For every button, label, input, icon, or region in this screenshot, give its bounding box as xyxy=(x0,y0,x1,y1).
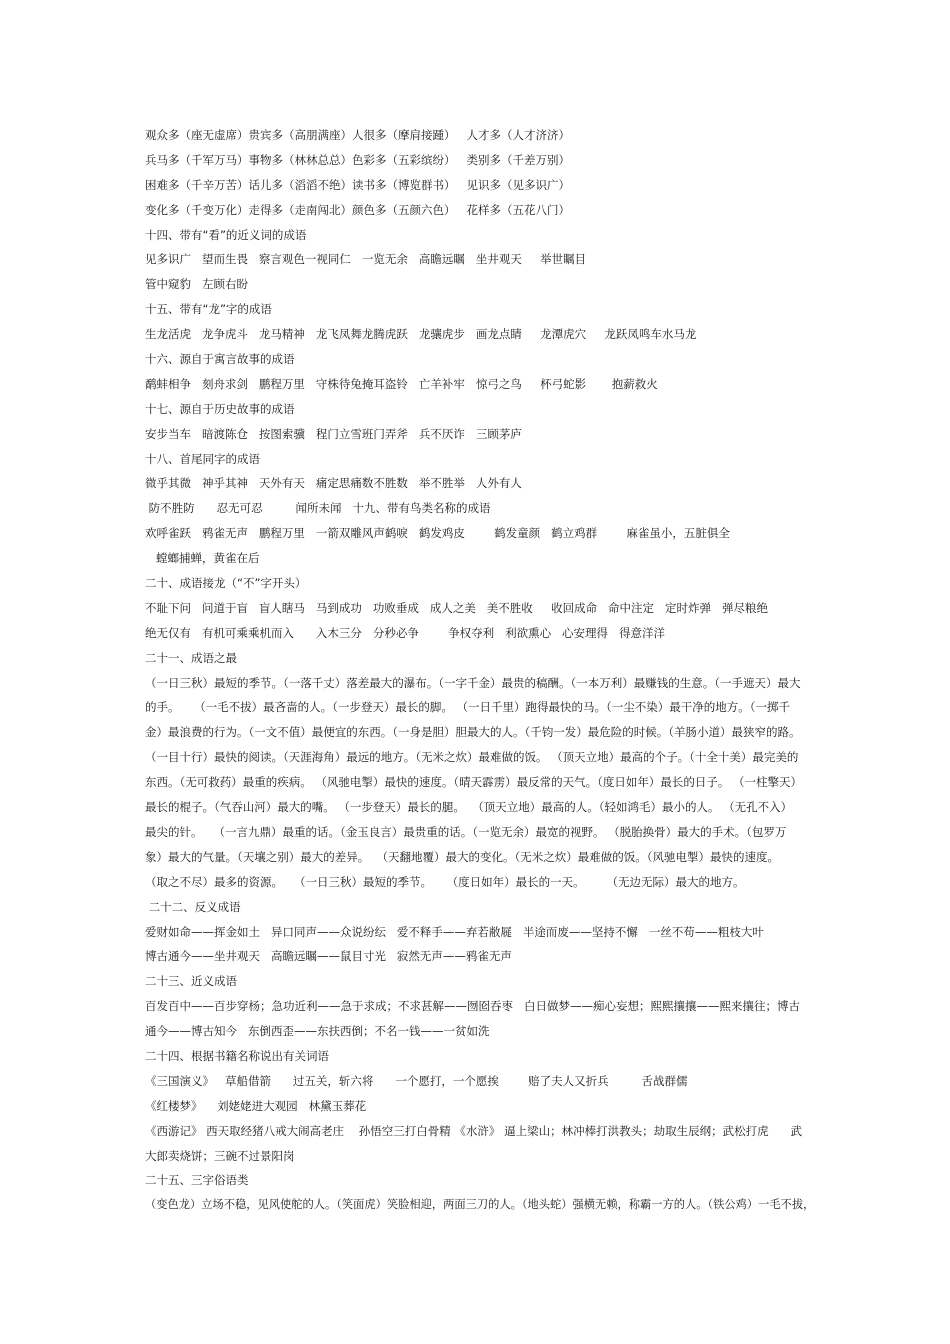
text-line: （一目十行）最快的阅读。（天涯海角）最远的地方。（无米之炊）最难做的饭。 （顶天立地）最高的个子。（十全十美）最完美的 xyxy=(145,750,799,765)
text-line: 见多识广 望而生畏 察言观色一视同仁 一览无余 高瞻远瞩 坐井观天 举世瞩目 xyxy=(145,252,587,267)
text-line: 通今——博古知今 东倒西歪——东扶西倒；不名一钱——一贫如洗 xyxy=(145,1024,490,1039)
text-line: 金）最浪费的行为。（一文不值）最便宜的东西。（一身是胆）胆最大的人。（千钧一发）最危险的时候。（羊肠小道）最狭窄的路。 xyxy=(145,725,801,740)
text-line: 十四、带有“看”的近义词的成语 xyxy=(145,227,307,242)
text-line: 绝无仅有 有机可乘乘机而入 入木三分 分秒必争 争权夺利 利欲熏心 心安理得 得意洋洋 xyxy=(145,625,666,640)
text-line: 大郎卖烧饼；三碗不过景阳岗 xyxy=(145,1148,295,1163)
text-line: 十五、带有“龙”字的成语 xyxy=(145,302,272,317)
text-line: 的手。 （一毛不拔）最吝啬的人。（一步登天）最长的脚。 （一日千里）跑得最快的马。（一尘不染）最干净的地方。（一掷千 xyxy=(145,700,791,715)
text-line: 象）最大的气量。（天壤之别）最大的差异。 （天翻地覆）最大的变化。（无米之炊）最难做的饭。（风驰电掣）最快的速度。 xyxy=(145,849,780,864)
text-line: 生龙活虎 龙争虎斗 龙马精神 龙飞凤舞龙腾虎跃 龙骧虎步 画龙点睛 龙潭虎穴 龙跃凤鸣车水马龙 xyxy=(145,327,697,342)
text-line: 《三国演义》 草船借箭 过五关，斩六将 一个愿打，一个愿挨 赔了夫人又折兵 舌战群儒 xyxy=(145,1073,688,1088)
text-line: 二十一、成语之最 xyxy=(145,650,237,665)
text-line: 二十四、根据书籍名称说出有关词语 xyxy=(145,1048,329,1063)
text-line: 鹬蚌相争 刻舟求剑 鹏程万里 守株待兔掩耳盗铃 亡羊补牢 惊弓之鸟 杯弓蛇影 抱薪救火 xyxy=(145,376,658,391)
text-line: （一日三秋）最短的季节。（一落千丈）落差最大的瀑布。（一字千金）最贵的稿酬。（一本万利）最赚钱的生意。（一手遮天）最大 xyxy=(145,675,801,690)
document-body xyxy=(145,123,825,1218)
text-line: 不耻下问 问道于盲 盲人瞎马 马到成功 功败垂成 成人之美 美不胜收 收回成命 命中注定 定时炸弹 弹尽粮绝 xyxy=(145,600,768,615)
text-line: 十七、源自于历史故事的成语 xyxy=(145,401,295,416)
text-line: 观众多（座无虚席）贵宾多（高朋满座）人很多（摩肩接踵） 人才多（人才济济） xyxy=(145,128,570,142)
text-line: 博古通今——坐井观天 高瞻远瞩——鼠目寸光 寂然无声——鸦雀无声 xyxy=(145,949,512,964)
text-line: （变色龙）立场不稳，见风使舵的人。（笑面虎）笑脸相迎，两面三刀的人。（地头蛇）强横无赖，称霸一方的人。（铁公鸡）一毛不拔， xyxy=(145,1198,815,1212)
text-line: 最尖的针。 （一言九鼎）最重的话。（金玉良言）最贵重的话。（一览无余）最宽的视野。 （脱胎换骨）最大的手术。（包罗万 xyxy=(145,824,787,839)
text-line: （取之不尽）最多的资源。 （一日三秋）最短的季节。 （度日如年）最长的一天。 （无边无际）最大的地方。 xyxy=(145,874,745,889)
text-line: 百发百中——百步穿杨；急功近利——急于求成；不求甚解——囫囵吞枣 白日做梦——痴心妄想；熙熙攘攘——熙来攘往；博古 xyxy=(145,999,800,1014)
text-line: 二十、成语接龙（“不”字开头） xyxy=(145,576,307,591)
text-line: 东西。（无可救药）最重的疾病。 （风驰电掣）最快的速度。（晴天霹雳）最反常的天气。（度日如年）最长的日子。 （一柱擎天） xyxy=(145,775,803,790)
text-line: 兵马多（千军万马）事物多（林林总总）色彩多（五彩缤纷） 类别多（千差万别） xyxy=(145,152,570,167)
text-line: 微乎其微 神乎其神 天外有天 痛定思痛数不胜数 举不胜举 人外有人 xyxy=(145,476,522,491)
text-line: 螳螂捕蝉，黄雀在后 xyxy=(145,551,260,566)
text-line: 《西游记》 西天取经猪八戒大闹高老庄 孙悟空三打白骨精 《水浒》 逼上梁山；林冲棒打洪教头；劫取生辰纲；武松打虎 武 xyxy=(145,1123,803,1138)
text-line: 十六、源自于寓言故事的成语 xyxy=(145,352,295,367)
text-line: 管中窥豹 左顾右盼 xyxy=(145,277,248,292)
text-line: 二十二、反义成语 xyxy=(145,899,241,914)
text-line: 二十五、三字俗语类 xyxy=(145,1173,249,1188)
text-line: 二十三、近义成语 xyxy=(145,974,237,989)
text-line: 最长的棍子。（气吞山河）最大的嘴。 （一步登天）最长的腿。 （顶天立地）最高的人。（轻如鸿毛）最小的人。 （无孔不入） xyxy=(145,800,793,815)
text-line: 困难多（千辛万苦）话儿多（滔滔不绝）读书多（博览群书） 见识多（见多识广） xyxy=(145,177,570,192)
text-line: 欢呼雀跃 鸦雀无声 鹏程万里 一箭双雕风声鹤唳 鹤发鸡皮 鹤发童颜 鹤立鸡群 麻雀虽小，五脏俱全 xyxy=(145,526,730,541)
text-line: 爱财如命——挥金如土 异口同声——众说纷纭 爱不释手——弃若敝屣 半途而废——坚持不懈 一丝不苟——粗枝大叶 xyxy=(145,924,764,939)
text-line: 防不胜防 忍无可忍 闻所未闻 十九、带有鸟类名称的成语 xyxy=(145,501,491,516)
text-line: 变化多（千变万化）走得多（走南闯北）颜色多（五颜六色） 花样多（五花八门） xyxy=(145,202,570,217)
text-line: 安步当车 暗渡陈仓 按图索骥 程门立雪班门弄斧 兵不厌诈 三顾茅庐 xyxy=(145,426,522,441)
text-line: 《红楼梦》 刘姥姥进大观园 林黛玉葬花 xyxy=(145,1098,367,1113)
text-line: 十八、首尾同字的成语 xyxy=(145,451,260,466)
